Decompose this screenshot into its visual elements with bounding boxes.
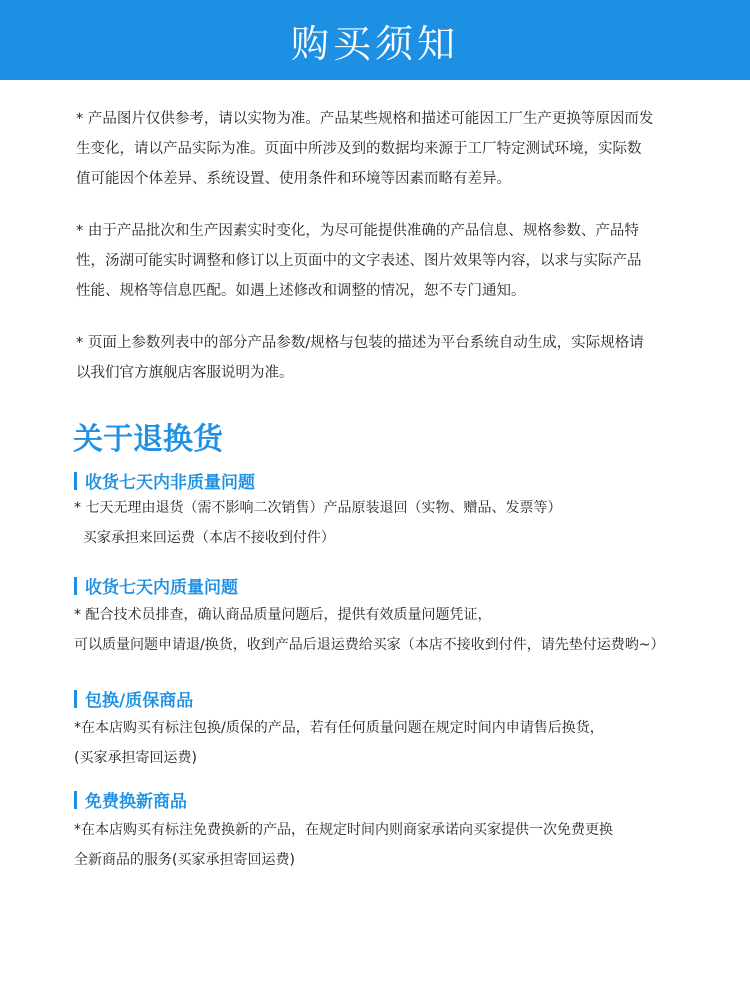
rule-line: 可以质量问题申请退/换货，收到产品后退运费给买家（本店不接收到付件，请先垫付运费哟~） — [74, 637, 665, 653]
notice-line: * 产品图片仅供参考，请以实物为准。产品某些规格和描述可能因工厂生产更换等原因而发 — [76, 111, 654, 127]
rule-body-non-quality — [74, 493, 734, 553]
rule-heading-quality — [74, 573, 238, 598]
notice-batch-changes — [76, 216, 696, 306]
rule-line: * 配合技术员排查，确认商品质量问题后，提供有效质量问题凭证， — [74, 607, 492, 623]
rule-line: * 七天无理由退货（需不影响二次销售）产品原装退回（实物、赠品、发票等） — [74, 500, 562, 516]
notice-line: 性，汤湖可能实时调整和修订以上页面中的文字表述、图片效果等内容，以求与实际产品 — [76, 253, 642, 269]
heading-accent-bar — [74, 791, 77, 809]
rule-body-warranty — [74, 713, 734, 773]
notice-line: * 页面上参数列表中的部分产品参数/规格与包装的描述为平台系统自动生成，实际规格请 — [76, 335, 644, 351]
returns-section-title: 关于退换货 — [73, 422, 223, 457]
heading-accent-bar — [74, 577, 77, 595]
notice-line: 生变化，请以产品实际为准。页面中所涉及到的数据均来源于工厂特定测试环境，实际数 — [76, 141, 642, 157]
notice-line: 值可能因个体差异、系统设置、使用条件和环境等因素而略有差异。 — [76, 171, 511, 187]
heading-accent-bar — [74, 690, 77, 708]
rule-heading-label: 包换/质保商品 — [85, 691, 194, 711]
notice-product-images — [76, 104, 696, 194]
heading-accent-bar — [74, 472, 77, 490]
page-title: 购买须知 — [290, 21, 459, 66]
page-banner — [0, 0, 750, 80]
rule-heading-warranty — [74, 686, 193, 711]
notice-line: 性能、规格等信息匹配。如遇上述修改和调整的情况，恕不专门通知。 — [76, 283, 526, 299]
notice-line: * 由于产品批次和生产因素实时变化，为尽可能提供准确的产品信息、规格参数、产品特 — [76, 223, 639, 239]
rule-line: (买家承担寄回运费) — [74, 750, 197, 766]
rule-heading-label: 免费换新商品 — [85, 792, 187, 812]
rule-body-free-replacement — [74, 815, 734, 875]
rule-heading-label: 收货七天内质量问题 — [85, 578, 238, 598]
rule-line: 全新商品的服务(买家承担寄回运费) — [74, 852, 295, 868]
rule-body-quality — [74, 600, 734, 660]
rule-heading-label: 收货七天内非质量问题 — [85, 473, 255, 493]
rule-line: 买家承担来回运费（本店不接收到付件） — [74, 530, 335, 546]
rule-line: *在本店购买有标注包换/质保的产品，若有任何质量问题在规定时间内申请售后换货， — [74, 720, 604, 736]
rule-heading-free-replacement — [74, 787, 187, 812]
rule-heading-non-quality — [74, 468, 255, 493]
notice-line: 以我们官方旗舰店客服说明为准。 — [76, 365, 294, 381]
notice-parameter-list — [76, 328, 696, 388]
rule-line: *在本店购买有标注免费换新的产品，在规定时间内则商家承诺向买家提供一次免费更换 — [74, 822, 613, 838]
